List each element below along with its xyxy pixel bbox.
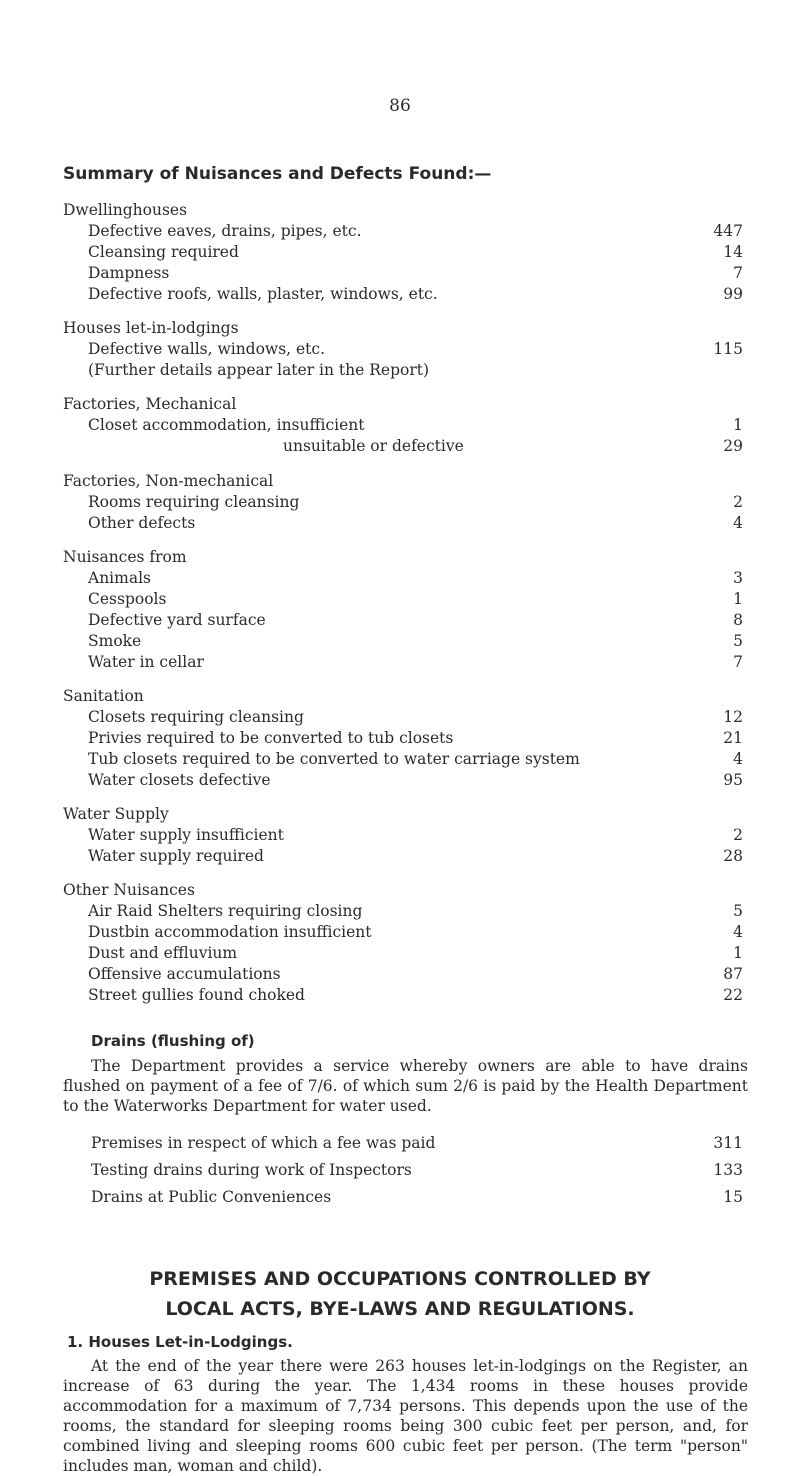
item-label: Water closets defective [88, 771, 271, 789]
item-value: 311 [713, 1134, 743, 1152]
item-value: 14 [723, 243, 743, 261]
group-houses-let-in-lodgings [63, 318, 743, 381]
item-label: Smoke [88, 632, 142, 650]
list-item [63, 901, 743, 922]
item-label: Drains at Public Conveniences [91, 1188, 332, 1206]
item-label: Dust and effluvium [88, 944, 238, 962]
item-label: Closets requiring cleansing [88, 708, 304, 726]
item-label: Testing drains during work of Inspectors [91, 1161, 412, 1179]
list-item [63, 589, 743, 610]
item-label: Animals [88, 569, 151, 587]
item-value: 87 [723, 965, 743, 983]
item-label: Rooms requiring cleansing [88, 493, 300, 511]
subsection-paragraph: At the end of the year there were 263 houses let-in-lodgings on the Register, an increase of 63 during the year. The 1,434 rooms in these houses provide accommodation for a maximum of 7,734 persons. This depends upon the use of the rooms, the standard for sleeping rooms being 300 cubic feet per person, and, for combined living and sleeping rooms 600 cubic feet per person. (The term "person" includes man, woman and child). [63, 1357, 748, 1475]
group-heading: Nuisances from [63, 548, 187, 566]
item-value: 4 [733, 750, 743, 768]
group-heading: Sanitation [63, 687, 144, 705]
list-item [63, 943, 743, 964]
list-item [63, 610, 743, 631]
item-value: 1 [733, 590, 743, 608]
list-item [63, 728, 743, 749]
item-value: 28 [723, 847, 743, 865]
item-label: Water supply insufficient [88, 826, 284, 844]
list-item [63, 631, 743, 652]
list-item [63, 284, 743, 305]
item-value: 12 [723, 708, 743, 726]
list-item [63, 922, 743, 943]
item-label: Dustbin accommodation insufficient [88, 923, 372, 941]
item-label: Defective roofs, walls, plaster, windows, etc. [88, 285, 438, 303]
item-label: Premises in respect of which a fee was paid [91, 1134, 436, 1152]
item-label: Tub closets required to be converted to water carriage system [88, 750, 580, 768]
item-value: 3 [733, 569, 743, 587]
item-label: Offensive accumulations [88, 965, 281, 983]
section-heading [0, 1264, 800, 1324]
item-label: Defective eaves, drains, pipes, etc. [88, 222, 362, 240]
group-sanitation [63, 686, 743, 791]
item-value: 5 [733, 632, 743, 650]
list-item [91, 1157, 743, 1184]
item-label: Defective yard surface [88, 611, 266, 629]
item-label: Cesspools [88, 590, 167, 608]
item-value: 7 [733, 264, 743, 282]
group-factories-mechanical [63, 394, 743, 457]
item-value: 4 [733, 514, 743, 532]
item-label: Air Raid Shelters requiring closing [88, 902, 363, 920]
group-heading: Dwellinghouses [63, 201, 188, 219]
list-item [63, 360, 743, 381]
item-value: 99 [723, 285, 743, 303]
list-item [63, 221, 743, 242]
group-heading: Other Nuisances [63, 881, 195, 899]
list-item [63, 339, 743, 360]
list-item [63, 770, 743, 791]
list-item [91, 1184, 743, 1211]
item-value: 8 [733, 611, 743, 629]
item-label: Cleansing required [88, 243, 239, 261]
list-item [63, 436, 743, 457]
group-heading: Houses let-in-lodgings [63, 319, 239, 337]
list-item [63, 492, 743, 513]
summary-title: Summary of Nuisances and Defects Found:— [63, 164, 492, 184]
list-item [63, 846, 743, 867]
item-label: Water supply required [88, 847, 264, 865]
item-value: 447 [713, 222, 743, 240]
list-item [63, 263, 743, 284]
page-number: 86 [389, 96, 411, 116]
item-value: 22 [723, 986, 743, 1004]
drains-paragraph: The Department provides a service whereby owners are able to have drains flushed on payment of a fee of 7/6. of which sum 2/6 is paid by the Health Department to the Waterworks Department for water used. [63, 1057, 748, 1115]
item-value: 7 [733, 653, 743, 671]
list-item [63, 242, 743, 263]
item-value: 2 [733, 826, 743, 844]
group-dwellinghouses [63, 200, 743, 305]
group-water-supply [63, 804, 743, 867]
item-label: Other defects [88, 514, 196, 532]
item-value: 4 [733, 923, 743, 941]
group-factories-non-mechanical [63, 471, 743, 534]
group-other-nuisances [63, 880, 743, 1006]
list-item [63, 825, 743, 846]
item-label: Closet accommodation, insufficient [88, 416, 365, 434]
section-heading-line-2: LOCAL ACTS, BYE-LAWS AND REGULATIONS. [165, 1298, 635, 1320]
list-item [63, 964, 743, 985]
group-heading: Water Supply [63, 805, 169, 823]
list-item [63, 513, 743, 534]
list-item [63, 415, 743, 436]
item-label: Street gullies found choked [88, 986, 305, 1004]
drains-title: Drains (flushing of) [91, 1032, 255, 1050]
item-label: (Further details appear later in the Report) [88, 361, 430, 379]
item-value: 133 [713, 1161, 743, 1179]
drains-list [91, 1130, 743, 1211]
item-value: 95 [723, 771, 743, 789]
item-value: 21 [723, 729, 743, 747]
group-heading: Factories, Non-mechanical [63, 472, 274, 490]
item-value: 2 [733, 493, 743, 511]
group-heading: Factories, Mechanical [63, 395, 237, 413]
item-value: 1 [733, 416, 743, 434]
item-value: 29 [723, 437, 743, 455]
item-label: Defective walls, windows, etc. [88, 340, 326, 358]
subsection-title: 1. Houses Let-in-Lodgings. [67, 1333, 293, 1351]
list-item [63, 652, 743, 673]
item-label: unsuitable or defective [283, 437, 464, 455]
item-value: 1 [733, 944, 743, 962]
list-item [63, 749, 743, 770]
item-value: 15 [723, 1188, 743, 1206]
list-item [63, 985, 743, 1006]
list-item [91, 1130, 743, 1157]
item-label: Privies required to be converted to tub closets [88, 729, 454, 747]
item-label: Water in cellar [88, 653, 204, 671]
list-item [63, 568, 743, 589]
section-heading-line-1: PREMISES AND OCCUPATIONS CONTROLLED BY [149, 1268, 651, 1290]
list-item [63, 707, 743, 728]
group-nuisances-from [63, 547, 743, 673]
item-label: Dampness [88, 264, 170, 282]
item-value: 115 [713, 340, 743, 358]
item-value: 5 [733, 902, 743, 920]
